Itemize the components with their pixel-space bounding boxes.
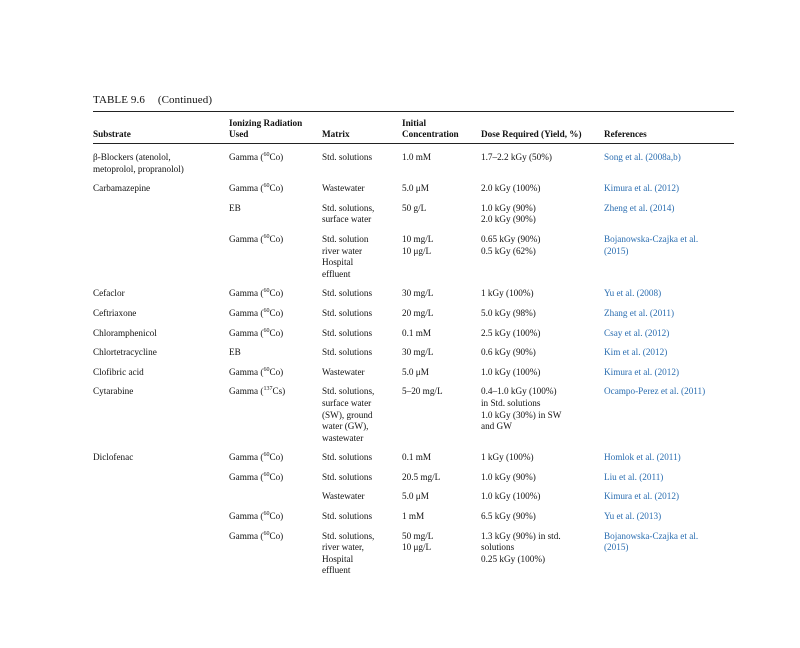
cell-substrate: [93, 228, 229, 282]
cell-concentration: 1 mM: [402, 511, 425, 522]
cell-dose: 0.4–1.0 kGy (100%) in Std. solutions 1.0 kGy (30%) in SW and GW: [481, 386, 562, 432]
cell-radiation: [229, 302, 322, 322]
table-row: [93, 505, 734, 525]
table-header-row: [93, 113, 734, 145]
cell-substrate: Clofibric acid: [93, 366, 144, 377]
header-dose: Dose Required (Yield, %): [481, 129, 582, 140]
radiation-type: Gamma (: [229, 452, 264, 463]
cell-concentration: 20.5 mg/L: [402, 471, 441, 482]
reference-link[interactable]: Song et al. (2008a,b): [604, 152, 681, 162]
cell-radiation: [229, 322, 322, 342]
cell-radiation: [229, 485, 322, 505]
reference-link[interactable]: Yu et al. (2013): [604, 511, 662, 522]
cell-matrix: Wastewater: [322, 491, 365, 502]
isotope-mass: 60: [263, 511, 270, 518]
table-row: [93, 446, 734, 466]
cell-dose: 2.0 kGy (100%): [481, 183, 541, 194]
cell-radiation: [229, 446, 322, 466]
cell-concentration: 5–20 mg/L: [402, 386, 443, 397]
isotope-symbol: Cs): [272, 386, 286, 397]
cell-radiation: [229, 282, 322, 302]
reference-link[interactable]: Bojanowska-Czajka et al. (2015): [604, 233, 699, 256]
cell-concentration: 0.1 mM: [402, 452, 432, 463]
isotope-mass: 60: [263, 366, 270, 373]
cell-dose: 6.5 kGy (90%): [481, 511, 536, 522]
isotope-symbol: Co): [269, 183, 284, 194]
cell-matrix: Std. solutions: [322, 347, 373, 358]
isotope-symbol: Co): [269, 327, 284, 338]
cell-substrate: Cytarabine: [93, 386, 134, 397]
isotope-mass: 137: [263, 386, 273, 393]
cell-dose: 1.0 kGy (100%): [481, 366, 541, 377]
isotope-symbol: Co): [269, 511, 284, 522]
isotope-mass: 60: [263, 288, 270, 295]
cell-concentration: 50 mg/L 10 μg/L: [402, 530, 434, 553]
header-references: References: [604, 129, 647, 140]
cell-matrix: Std. solutions: [322, 471, 373, 482]
cell-dose: 1.0 kGy (90%) 2.0 kGy (90%): [481, 202, 536, 225]
cell-radiation: [229, 145, 322, 177]
cell-dose: 1.3 kGy (90%) in std. solutions 0.25 kGy (100%): [481, 530, 561, 564]
cell-matrix: Std. solutions: [322, 452, 373, 463]
cell-matrix: Std. solutions, river water, Hospital effluent: [322, 530, 375, 576]
cell-substrate: Carbamazepine: [93, 183, 151, 194]
reference-link[interactable]: Csay et al. (2012): [604, 327, 670, 338]
isotope-mass: 60: [263, 327, 270, 334]
cell-radiation: [229, 228, 322, 282]
radiation-type: Gamma (: [229, 233, 264, 244]
cell-concentration: 10 mg/L 10 μg/L: [402, 233, 434, 256]
cell-dose: 1.0 kGy (90%): [481, 471, 536, 482]
cell-concentration: 20 mg/L: [402, 307, 434, 318]
cell-radiation: [229, 361, 322, 381]
isotope-mass: 60: [263, 452, 270, 459]
isotope-mass: 60: [263, 530, 270, 537]
cell-dose: 1 kGy (100%): [481, 288, 534, 299]
isotope-mass: 60: [263, 307, 270, 314]
isotope-symbol: Co): [269, 471, 284, 482]
cell-concentration: 5.0 μM: [402, 183, 429, 194]
reference-link[interactable]: Zhang et al. (2011): [604, 307, 675, 318]
cell-dose: 0.6 kGy (90%): [481, 347, 536, 358]
table-row: [93, 525, 734, 579]
table-row: [93, 322, 734, 342]
cell-dose: 5.0 kGy (98%): [481, 307, 536, 318]
cell-concentration: 5.0 μM: [402, 366, 429, 377]
radiation-type: Gamma (: [229, 183, 264, 194]
isotope-mass: 60: [263, 471, 270, 478]
table-row: [93, 197, 734, 228]
cell-concentration: 0.1 mM: [402, 327, 432, 338]
cell-matrix: Std. solutions, surface water (SW), ground water (GW), wastewater: [322, 386, 375, 443]
isotope-symbol: Co): [269, 452, 284, 463]
radiation-type: Gamma (: [229, 471, 264, 482]
cell-substrate: [93, 466, 229, 486]
cell-substrate: [93, 197, 229, 228]
cell-substrate: β-Blockers (atenolol, metoprolol, propranolol): [93, 152, 184, 174]
cell-matrix: Std. solutions, surface water: [322, 202, 375, 225]
cell-substrate: Cefaclor: [93, 288, 125, 299]
cell-substrate: Chlortetracycline: [93, 347, 157, 358]
isotope-mass: 60: [263, 233, 270, 240]
cell-radiation: [229, 380, 322, 446]
reference-link[interactable]: Bojanowska-Czajka et al. (2015): [604, 530, 699, 553]
isotope-symbol: Co): [269, 288, 284, 299]
reference-link[interactable]: Liu et al. (2011): [604, 471, 664, 482]
table-caption-title: (Continued): [157, 94, 213, 106]
cell-matrix: Wastewater: [322, 366, 365, 377]
cell-radiation: [229, 341, 322, 361]
cell-dose: 1 kGy (100%): [481, 452, 534, 463]
cell-substrate: [93, 505, 229, 525]
cell-radiation: [229, 505, 322, 525]
data-table: [93, 113, 734, 579]
cell-concentration: 30 mg/L: [402, 288, 434, 299]
cell-concentration: 30 mg/L: [402, 347, 434, 358]
cell-matrix: Wastewater: [322, 183, 365, 194]
cell-concentration: 5.0 μM: [402, 491, 429, 502]
cell-matrix: Std. solution river water Hospital effluent: [322, 233, 369, 279]
cell-matrix: Std. solutions: [322, 288, 373, 299]
reference-link[interactable]: Kim et al. (2012): [604, 347, 668, 358]
cell-matrix: Std. solutions: [322, 327, 373, 338]
radiation-type: EB: [229, 347, 241, 358]
radiation-type: EB: [229, 202, 241, 213]
cell-substrate: Chloramphenicol: [93, 327, 157, 338]
cell-substrate: [93, 525, 229, 579]
cell-dose: 2.5 kGy (100%): [481, 327, 541, 338]
cell-radiation: [229, 466, 322, 486]
isotope-symbol: Co): [269, 307, 284, 318]
table-row: [93, 485, 734, 505]
reference-link[interactable]: Homlok et al. (2011): [604, 452, 681, 463]
radiation-type: Gamma (: [229, 307, 264, 318]
table-row: [93, 177, 734, 197]
isotope-symbol: Co): [269, 530, 284, 541]
cell-radiation: [229, 525, 322, 579]
cell-dose: 0.65 kGy (90%) 0.5 kGy (62%): [481, 233, 541, 256]
radiation-type: Gamma (: [229, 288, 264, 299]
reference-link[interactable]: Kimura et al. (2012): [604, 366, 680, 377]
isotope-symbol: Co): [269, 366, 284, 377]
cell-matrix: Std. solutions: [322, 307, 373, 318]
isotope-mass: 60: [263, 183, 270, 190]
table-number: TABLE 9.6: [93, 94, 145, 106]
table-caption: [93, 94, 212, 106]
cell-dose: 1.7–2.2 kGy (50%): [481, 152, 552, 162]
table-row: [93, 302, 734, 322]
table-row: [93, 361, 734, 381]
cell-substrate: [93, 485, 229, 505]
radiation-type: Gamma (: [229, 366, 264, 377]
header-radiation: Ionizing Radiation Used: [229, 117, 303, 140]
header-matrix: Matrix: [322, 129, 350, 140]
table-row: [93, 466, 734, 486]
cell-concentration: 50 g/L: [402, 202, 427, 213]
cell-radiation: [229, 177, 322, 197]
radiation-type: Gamma (: [229, 511, 264, 522]
cell-matrix: Std. solutions: [322, 511, 373, 522]
table-body: [93, 145, 734, 579]
reference-link[interactable]: Kimura et al. (2012): [604, 491, 680, 502]
isotope-mass: 60: [263, 152, 270, 158]
table-row: [93, 282, 734, 302]
isotope-symbol: Co): [269, 152, 284, 162]
isotope-symbol: Co): [269, 233, 284, 244]
radiation-type: Gamma (: [229, 327, 264, 338]
radiation-type: Gamma (: [229, 386, 264, 397]
reference-link[interactable]: Yu et al. (2008): [604, 288, 662, 299]
cell-matrix: Std. solutions: [322, 152, 373, 162]
cell-radiation: [229, 197, 322, 228]
radiation-type: Gamma (: [229, 530, 264, 541]
reference-link[interactable]: Kimura et al. (2012): [604, 183, 680, 194]
reference-link[interactable]: Zheng et al. (2014): [604, 202, 675, 213]
table-row: [93, 380, 734, 446]
table-row: [93, 228, 734, 282]
header-substrate: Substrate: [93, 129, 131, 140]
cell-concentration: 1.0 mM: [402, 152, 432, 162]
reference-link[interactable]: Ocampo-Perez et al. (2011): [604, 386, 706, 397]
cell-dose: 1.0 kGy (100%): [481, 491, 541, 502]
cell-substrate: Diclofenac: [93, 452, 134, 463]
table-row: [93, 145, 734, 177]
radiation-type: Gamma (: [229, 152, 264, 162]
cell-substrate: Ceftriaxone: [93, 307, 137, 318]
table-row: [93, 341, 734, 361]
header-concentration: Initial Concentration: [402, 117, 459, 140]
